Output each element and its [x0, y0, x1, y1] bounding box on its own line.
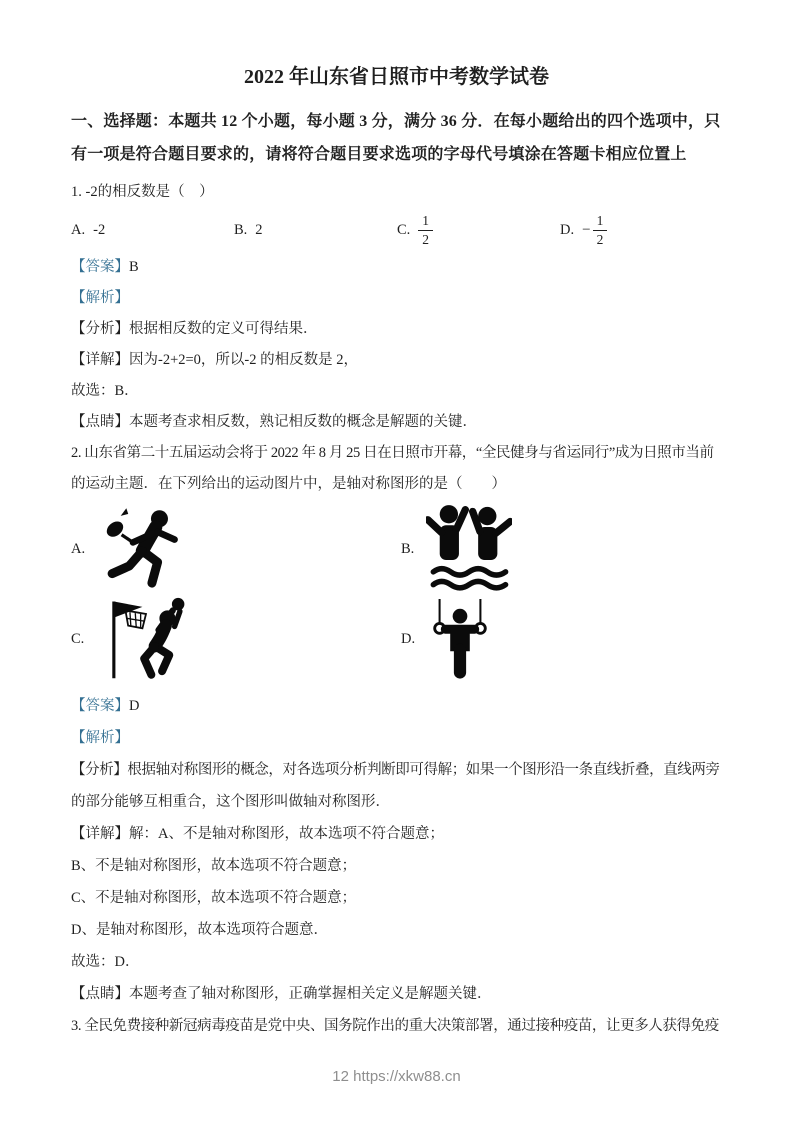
q2-stem-line2: 的运动主题．在下列给出的运动图片中，是轴对称图形的是（ ） — [71, 476, 506, 492]
answer-tag: 【答案】 — [71, 259, 129, 275]
q2-xiangjie-line-b: B、不是轴对称图形，故本选项不符合题意； — [71, 858, 357, 874]
q1-analysis-tag-line — [71, 283, 722, 314]
q1-option-a-value: -2 — [93, 221, 106, 238]
q2-picture-row-2 — [71, 596, 722, 682]
badminton-icon — [97, 507, 203, 591]
section1-header-line1: 一、选择题：本题共 12 个小题，每小题 3 分，满分 36 分．在每小题给出的四个选项中，只 — [71, 113, 721, 130]
footer-url-link[interactable]: https://xkw88.cn — [353, 1068, 461, 1085]
q2-fenxi-line2: 的部分能够互相重合，这个图形叫做轴对称图形． — [71, 794, 390, 810]
q2-dianjing-line: 【点睛】本题考查了轴对称图形，正确掌握相关定义是解题关键． — [71, 986, 492, 1002]
q1-option-c — [397, 213, 560, 247]
q2-stem-line1: 2. 山东省第二十五届运动会将于 2022 年 8 月 25 日在日照市开幕，“全民健身与省运同行”成为日照市当前 — [71, 445, 714, 461]
q1-option-c-label: C. — [397, 221, 411, 238]
swimmers-icon — [426, 502, 512, 596]
q2-option-b-label: B. — [401, 540, 415, 557]
q1-answer-value: B — [129, 259, 139, 275]
q1-option-d-label: D. — [560, 221, 575, 238]
q2-option-c — [71, 596, 401, 682]
q2-xiangjie-line-a: 【详解】解：A、不是轴对称图形，故本选项不符合题意； — [71, 826, 444, 842]
q1-option-d-fraction — [593, 213, 608, 247]
q1-answer-line — [71, 252, 722, 283]
q2-option-d — [401, 599, 493, 679]
fraction-numerator: 1 — [418, 213, 433, 231]
q2-guxuan-line: 故选：D． — [71, 954, 140, 970]
q3-stem-line1: 3. 全民免费接种新冠病毒疫苗是党中央、国务院作出的重大决策部署，通过接种疫苗，让更多人获得免疫 — [71, 1018, 719, 1034]
minus-sign: − — [582, 221, 591, 238]
q2-option-c-label: C. — [71, 630, 85, 647]
q2-picture-row-1 — [71, 502, 722, 596]
q2-option-a-label: A. — [71, 540, 86, 557]
section1-header-line2: 有一项是符合题目要求的，请将符合题目要求选项的字母代号填涂在答题卡相应位置上 — [71, 146, 687, 163]
q1-fenxi-line: 【分析】根据相反数的定义可得结果． — [71, 321, 318, 337]
q1-guxuan-line: 故选：B． — [71, 383, 139, 399]
q2-option-a — [71, 507, 401, 591]
fraction-denominator: 2 — [422, 231, 430, 247]
fraction-numerator: 1 — [593, 213, 608, 231]
q1-xiangjie-line: 【详解】因为-2+2=0，所以-2 的相反数是 2， — [71, 352, 359, 368]
basketball-icon — [96, 596, 196, 682]
q2-answer-line — [71, 690, 722, 722]
q1-dianjing-line: 【点睛】本题考查求相反数，熟记相反数的概念是解题的关键． — [71, 414, 477, 430]
q1-option-a-label: A. — [71, 221, 86, 238]
answer-tag: 【答案】 — [71, 698, 129, 714]
analysis-tag: 【解析】 — [71, 290, 129, 306]
page-footer — [0, 1068, 793, 1085]
document-content — [71, 62, 722, 1042]
q1-option-b-label: B. — [234, 221, 248, 238]
q1-option-b — [234, 222, 397, 239]
analysis-tag: 【解析】 — [71, 730, 129, 746]
document-title: 2022 年山东省日照市中考数学试卷 — [244, 66, 549, 88]
q1-stem: 1. -2的相反数是（ ） — [71, 184, 214, 200]
fraction-denominator: 2 — [596, 231, 604, 247]
q2-option-d-label: D. — [401, 630, 416, 647]
q1-option-a — [71, 222, 234, 239]
q1-option-c-fraction — [418, 213, 433, 247]
q2-answer-value: D — [129, 698, 140, 714]
q2-analysis-tag-line — [71, 722, 722, 754]
q2-fenxi-line1: 【分析】根据轴对称图形的概念，对各选项分析判断即可得解；如果一个图形沿一条直线折叠，直线两旁 — [71, 762, 720, 778]
q2-xiangjie-line-d: D、是轴对称图形，故本选项符合题意． — [71, 922, 328, 938]
q2-option-b — [401, 502, 512, 596]
gymnast-rings-icon — [427, 599, 493, 679]
q2-xiangjie-line-c: C、不是轴对称图形，故本选项不符合题意； — [71, 890, 357, 906]
q1-option-b-value: 2 — [255, 221, 263, 238]
footer-page-number: 12 — [332, 1068, 349, 1085]
q1-options-row — [71, 208, 722, 252]
q1-option-d — [560, 213, 607, 247]
